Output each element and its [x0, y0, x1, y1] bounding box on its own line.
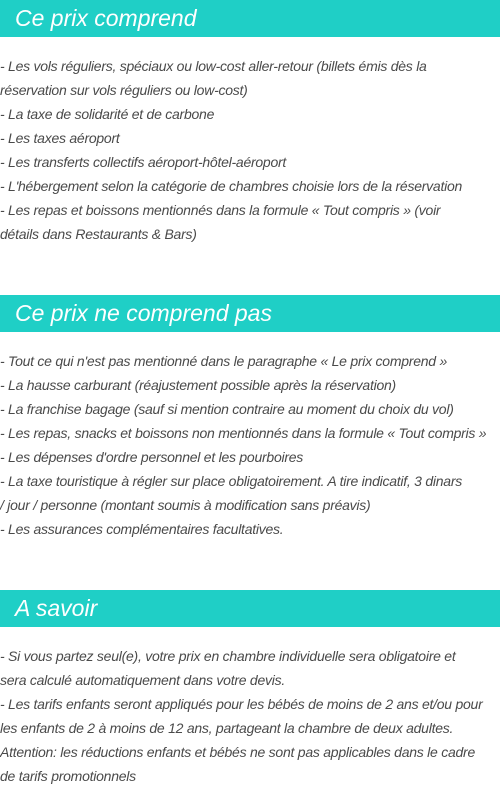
text-line: - Si vous partez seul(e), votre prix en chambre individuelle sera obligatoire et [0, 648, 456, 664]
text-line: - L'hébergement selon la catégorie de chambres choisie lors de la réservation [0, 178, 463, 194]
text-line: - La hausse carburant (réajustement possible après la réservation) [0, 377, 396, 393]
text-line: - La taxe de solidarité et de carbone [0, 106, 215, 122]
text-line: - Les vols réguliers, spéciaux ou low-cost aller-retour (billets émis dès la [0, 58, 427, 74]
section-title: Ce prix comprend [0, 0, 500, 37]
section-a-savoir [0, 590, 500, 788]
text-line: - Tout ce qui n'est pas mentionné dans le paragraphe « Le prix comprend » [0, 353, 447, 369]
text-line: de tarifs promotionnels [0, 768, 136, 784]
text-line: - Les tarifs enfants seront appliqués pour les bébés de moins de 2 ans et/ou pour [0, 696, 483, 712]
section-text [0, 644, 500, 788]
section-title: A savoir [0, 590, 500, 627]
section-title: Ce prix ne comprend pas [0, 295, 500, 332]
text-line: sera calculé automatiquement dans votre devis. [0, 672, 285, 688]
text-line: - Les assurances complémentaires facultatives. [0, 521, 284, 537]
text-line: - Les repas et boissons mentionnés dans la formule « Tout compris » (voir [0, 202, 441, 218]
text-line: détails dans Restaurants & Bars) [0, 226, 197, 242]
text-line: - Les transferts collectifs aéroport-hôtel-aéroport [0, 154, 287, 170]
text-line: - La taxe touristique à régler sur place obligatoirement. A tire indicatif, 3 dinars [0, 473, 462, 489]
text-line: / jour / personne (montant soumis à modification sans préavis) [0, 497, 371, 513]
text-line: - La franchise bagage (sauf si mention contraire au moment du choix du vol) [0, 401, 454, 417]
text-line: les enfants de 2 à moins de 12 ans, partageant la chambre de deux adultes. [0, 720, 454, 736]
section-ce-prix-ne-comprend-pas [0, 295, 500, 541]
section-ce-prix-comprend [0, 0, 500, 246]
section-text [0, 54, 500, 246]
text-line: - Les dépenses d'ordre personnel et les pourboires [0, 449, 304, 465]
text-line: réservation sur vols réguliers ou low-cost) [0, 82, 248, 98]
section-text [0, 349, 500, 541]
text-line: - Les taxes aéroport [0, 130, 120, 146]
text-line: - Les repas, snacks et boissons non mentionnés dans la formule « Tout compris » [0, 425, 487, 441]
text-line: Attention: les réductions enfants et bébés ne sont pas applicables dans le cadre [0, 744, 475, 760]
